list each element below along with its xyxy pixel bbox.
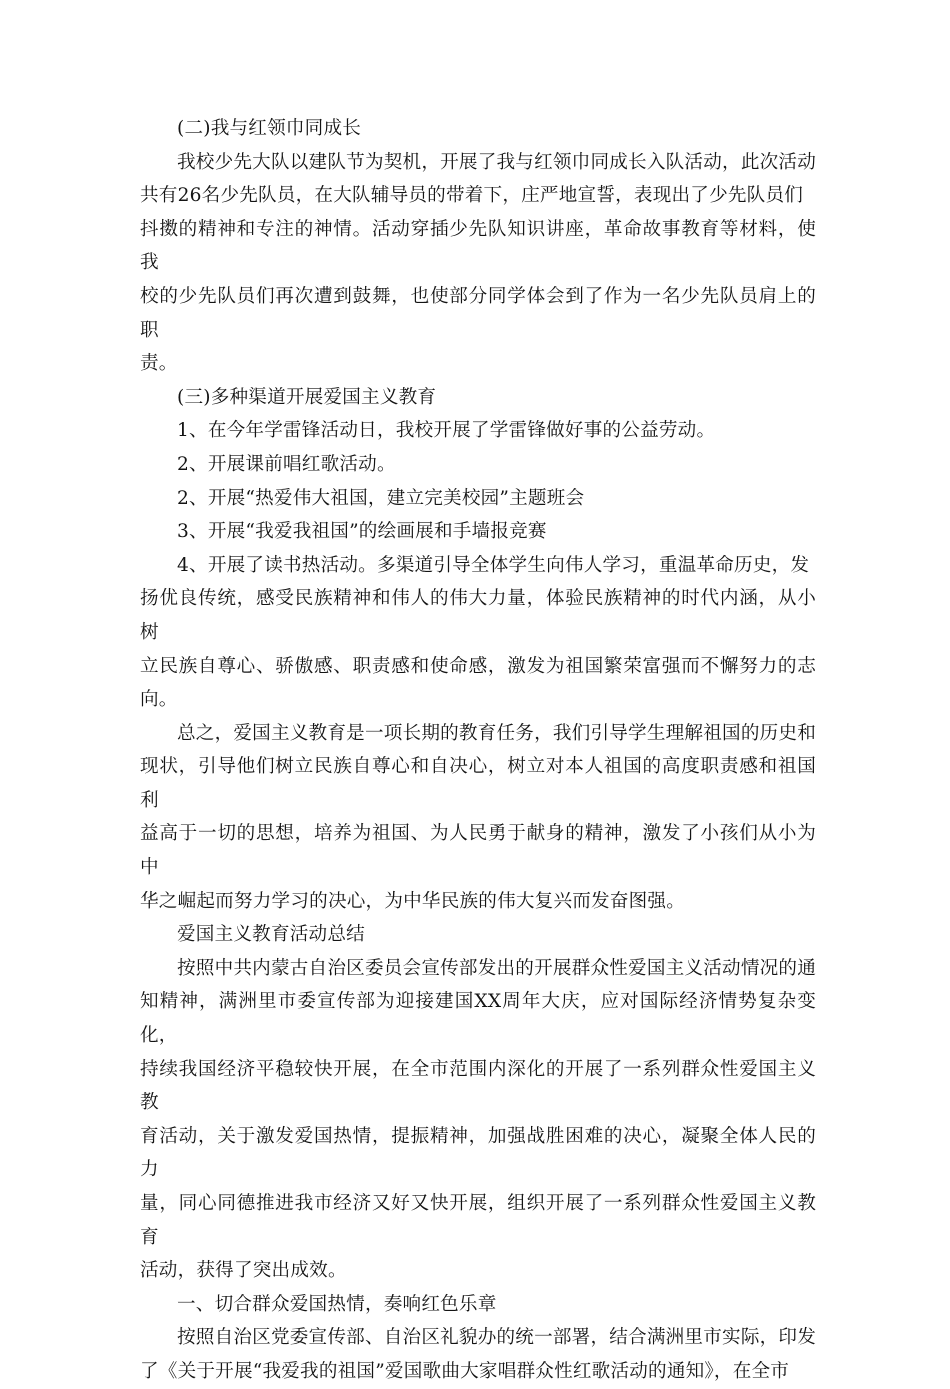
text-line: 量，同心同德推进我市经济又好又快开展，组织开展了一系列群众性爱国主义教育: [140, 1193, 816, 1248]
text-line: 扬优良传统，感受民族精神和伟人的伟大力量，体验民族精神的时代内涵，从小树: [140, 588, 816, 643]
text-line: (三)多种渠道开展爱国主义教育: [177, 386, 437, 408]
text-line: 按照自治区党委宣传部、自治区礼貌办的统一部署，结合满洲里市实际，印发: [177, 1327, 816, 1349]
paragraph: [140, 1288, 816, 1322]
paragraph: [140, 414, 816, 448]
text-line: 持续我国经济平稳较快开展，在全市范围内深化的开展了一系列群众性爱国主义教: [140, 1058, 816, 1114]
text-line: 我校少先大队以建队节为契机，开展了我与红领巾同成长入队活动，此次活动: [177, 151, 816, 173]
text-line: 现状，引导他们树立民族自尊心和自决心，树立对本人祖国的高度职责感和祖国利: [140, 756, 816, 811]
text-line: 立民族自尊心、骄傲感、职责感和使命感，激发为祖国繁荣富强而不懈努力的志向。: [140, 655, 816, 711]
text-line: 1、在今年学雷锋活动日，我校开展了学雷锋做好事的公益劳动。: [177, 420, 716, 442]
paragraph: [140, 146, 816, 381]
text-line: 总之，爱国主义教育是一项长期的教育任务，我们引导学生理解祖国的历史和: [177, 722, 816, 744]
paragraph: [140, 549, 816, 717]
text-line: 益高于一切的思想，培养为祖国、为人民勇于献身的精神，激发了小孩们从小为中: [140, 823, 816, 879]
text-line: 知精神，满洲里市委宣传部为迎接建国XX周年大庆，应对国际经济情势复杂变化，: [140, 991, 816, 1047]
text-line: 3、开展“我爱我祖国”的绘画展和手墙报竞赛: [177, 521, 547, 543]
text-line: 2、开展课前唱红歌活动。: [177, 453, 396, 475]
text-line: 共有26名少先队员，在大队辅导员的带着下，庄严地宣誓，表现出了少先队员们: [140, 185, 804, 207]
text-line: 华之崛起而努力学习的决心，为中华民族的伟大复兴而发奋图强。: [140, 890, 686, 912]
text-line: 一、切合群众爱国热情，奏响红色乐章: [177, 1293, 497, 1315]
paragraph: [140, 448, 816, 482]
text-line: 爱国主义教育活动总结: [177, 924, 365, 946]
text-line: 责。: [140, 353, 178, 375]
paragraph: [140, 482, 816, 516]
document-body: [140, 112, 816, 1389]
text-line: 2、开展“热爱伟大祖国，建立完美校园”主题班会: [177, 487, 585, 509]
paragraph: [140, 112, 816, 146]
paragraph: [140, 717, 816, 919]
text-line: 抖擞的精神和专注的神情。活动穿插少先队知识讲座，革命故事教育等材料，使我: [140, 218, 816, 274]
text-line: 校的少先队员们再次遭到鼓舞，也使部分同学体会到了作为一名少先队员肩上的职: [140, 285, 816, 341]
paragraph: [140, 381, 816, 415]
text-line: 了《关于开展“我爱我的祖国”爱国歌曲大家唱群众性红歌活动的通知》，在全市: [140, 1360, 790, 1382]
text-line: 育活动，关于激发爱国热情，提振精神，加强战胜困难的决心，凝聚全体人民的力: [140, 1125, 816, 1181]
text-line: (二)我与红领巾同成长: [177, 118, 362, 139]
paragraph: [140, 1321, 816, 1388]
paragraph: [140, 515, 816, 549]
text-line: 按照中共内蒙古自治区委员会宣传部发出的开展群众性爱国主义活动情况的通: [177, 957, 816, 979]
paragraph: [140, 952, 816, 1288]
text-line: 4、开展了读书热活动。多渠道引导全体学生向伟人学习，重温革命历史，发: [177, 554, 810, 576]
text-line: 活动，获得了突出成效。: [140, 1260, 347, 1282]
paragraph: [140, 918, 816, 952]
